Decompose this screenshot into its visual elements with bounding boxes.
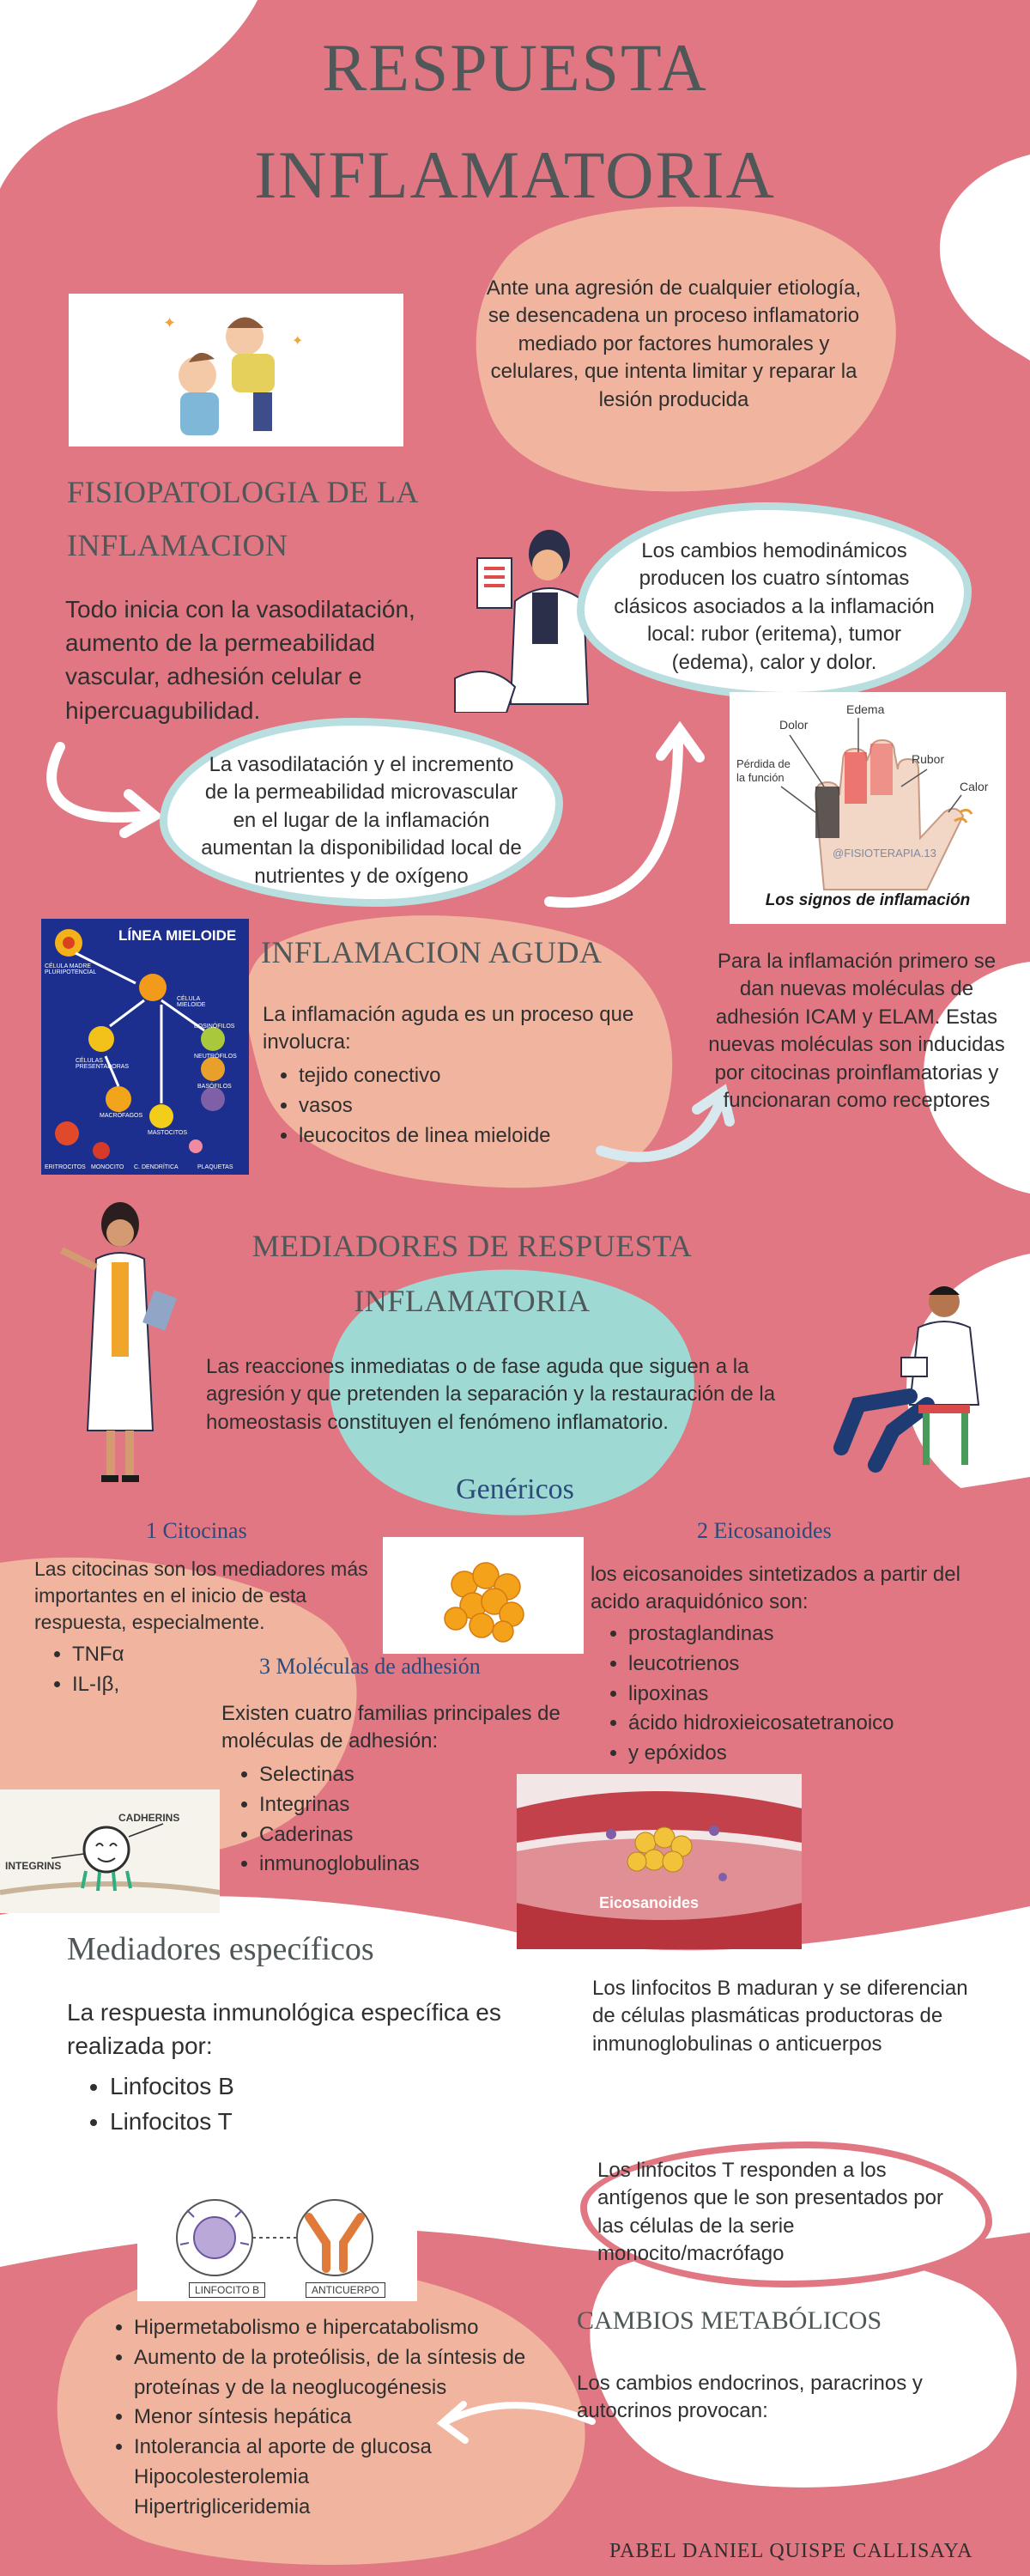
mieloide-label-9: MONOCITO <box>91 1164 124 1170</box>
signos-caption: Los signos de inflamación <box>765 891 971 909</box>
mieloide-title: LÍNEA MIELOIDE <box>118 927 237 944</box>
adhesion-molecules-image <box>0 1789 220 1913</box>
signos-watermark: @FISIOTERAPIA.13 <box>833 847 936 860</box>
cloud-linfocitos-b-text: Los linfocitos B maduran y se diferencian de células plasmáticas productoras de inmunoglobulinas o anticuerpos <box>592 1977 968 2056</box>
linfocito-anticuerpo-image <box>137 2191 417 2301</box>
label-perdida-line1: Pérdida de <box>736 757 791 770</box>
label-linfocito-b: LINFOCITO B <box>189 2282 265 2298</box>
adhesion-item: • Selectinas <box>259 1760 420 1790</box>
label-integrins: INTEGRINS <box>5 1860 62 1872</box>
mieloide-label-8: ERITROCITOS <box>45 1164 86 1170</box>
adhesion-item: • inmunoglobulinas <box>259 1850 420 1880</box>
label-calor: Calor <box>960 780 989 793</box>
metabolicos-list <box>96 2313 580 2523</box>
metabolicos-item: • Menor síntesis hepática <box>134 2403 580 2433</box>
mieloide-label-11: PLAQUETAS <box>197 1164 233 1170</box>
especificos-list <box>72 2069 234 2139</box>
title-line1: RESPUESTA <box>322 30 708 105</box>
signos-inflamacion-image <box>730 692 1006 924</box>
cloud-hemodinamicos-text: Los cambios hemodinámicos producen los cuatro síntomas clásicos asociados a la inflamación local: rubor (eritema), tumor (edema), calor y dolor. <box>614 539 935 674</box>
mediadores-title-line2: INFLAMATORIA <box>354 1284 591 1318</box>
citocinas-item: • IL-Iβ, <box>72 1670 124 1700</box>
mediadores-body: Las reacciones inmediatas o de fase aguda que siguen a la agresión y que pretenden la separación y la restauración de la homeostasis constituyen el fenómeno inflamatorio. <box>206 1355 776 1434</box>
svg-text:✦: ✦ <box>163 314 177 331</box>
especificos-item: • Linfocitos B <box>110 2069 234 2105</box>
eicosanoides-item: • leucotrienos <box>628 1649 894 1680</box>
mieloide-label-7: MASTOCITOS <box>148 1130 188 1136</box>
metabolicos-item: Hipocolesterolemia <box>134 2464 310 2488</box>
aguda-body: La inflamación aguda es un proceso que involucra: <box>263 1003 634 1054</box>
citocinas-list <box>34 1640 124 1700</box>
metabolicos-body: Los cambios endocrinos, paracrinos y autocrinos provocan: <box>577 2372 923 2423</box>
mieloide-label-6: MACRÓFAGOS <box>100 1113 143 1119</box>
metabolicos-item: • Hipermetabolismo e hipercatabolismo <box>134 2313 580 2343</box>
aguda-title: INFLAMACION AGUDA <box>261 935 603 969</box>
cloud-hemodinamicos <box>577 502 972 700</box>
aguda-list <box>261 1061 694 1151</box>
eicosanoides-image <box>517 1774 802 1949</box>
aguda-item: • tejido conectivo <box>299 1061 694 1091</box>
especificos-body: La respuesta inmunológica específica es realizada por: <box>67 1999 501 2060</box>
adhesion-list <box>221 1760 420 1880</box>
label-cadherins: CADHERINS <box>118 1812 180 1824</box>
genericos-title: Genéricos <box>456 1473 574 1505</box>
fisiopatologia-body: Todo inicia con la vasodilatación, aumento de la permeabilidad vascular, adhesión celular e hipercuagubilidad. <box>65 596 415 724</box>
citocinas-title: 1 Citocinas <box>146 1518 247 1543</box>
especificos-title: Mediadores específicos <box>67 1931 374 1967</box>
mieloide-label-1: CÉLULA MIELOIDE <box>177 996 206 1008</box>
doctor-sitting-illustration <box>824 1276 1004 1473</box>
mieloide-label-4: NEUTRÓFILOS <box>194 1054 237 1060</box>
mieloide-label-10: C. DENDRÍTICA <box>134 1164 179 1170</box>
mieloide-label-5: BASÓFILOS <box>197 1084 232 1090</box>
svg-text:✦: ✦ <box>292 334 304 349</box>
metabolicos-item: • Intolerancia al aporte de glucosa <box>134 2433 580 2463</box>
cloud-linfocitos-t-text: Los linfocitos T responden a los antígenos que le son presentados por las células de la serie monocito/macrófago <box>597 2159 943 2266</box>
linea-mieloide-image <box>41 919 249 1175</box>
cloud-vasodilatacion-text: La vasodilatación y el incremento de la permeabilidad microvascular en el lugar de la inflamación aumentan la disponibilidad local de nutrientes y de oxígeno <box>201 753 522 888</box>
citocinas-item: • TNFα <box>72 1640 124 1670</box>
adhesion-item: • Integrinas <box>259 1790 420 1820</box>
fisiopatologia-title-line1: FISIOPATOLOGIA DE LA <box>67 475 420 509</box>
label-edema: Edema <box>846 702 885 716</box>
label-anticuerpo: ANTICUERPO <box>306 2282 385 2298</box>
eicosanoides-item: • lipoxinas <box>628 1680 894 1710</box>
eicosanoides-item: • ácido hidroxieicosatetranoico <box>628 1709 894 1739</box>
intro-text: Ante una agresión de cualquier etiología, se desencadena un proceso inflamatorio mediado por factores humorales y celulares, que intenta limitar y reparar la lesión producida <box>486 276 862 411</box>
cytokine-cluster-image <box>383 1537 584 1654</box>
mieloide-label-3: EOSINÓFILOS <box>194 1024 235 1030</box>
metabolicos-item: Hipertrigliceridemia <box>134 2494 311 2518</box>
especificos-item: • Linfocitos T <box>110 2105 234 2140</box>
metabolicos-title: CAMBIOS METABÓLICOS <box>577 2306 882 2335</box>
eicosanoides-title: 2 Eicosanoides <box>697 1518 832 1543</box>
mediadores-title-line1: MEDIADORES DE RESPUESTA <box>251 1229 693 1263</box>
mieloide-label-0: CÉLULA MADRE PLURIPOTENCIAL <box>45 963 97 975</box>
label-rubor: Rubor <box>912 752 945 766</box>
aguda-side-text: Para la inflamación primero se dan nuevas moléculas de adhesión ICAM y ELAM. Estas nuevas moléculas son inducidas por citocinas proinflamatorias y funcionaran como receptores <box>708 950 1005 1112</box>
fighting-kids-image <box>69 294 403 447</box>
adhesion-body: Existen cuatro familias principales de moléculas de adhesión: <box>221 1702 560 1753</box>
eicosanoides-item: • y epóxidos <box>628 1739 894 1769</box>
citocinas-body: Las citocinas son los mediadores más importantes en el inicio de esta respuesta, especialmente. <box>34 1558 368 1634</box>
aguda-item: • leucocitos de linea mieloide <box>299 1121 694 1151</box>
eicosanoides-image-label: Eicosanoides <box>599 1894 700 1911</box>
eicosanoides-item: • prostaglandinas <box>628 1619 894 1649</box>
doctor-woman-illustration <box>53 1199 182 1491</box>
title-line2: INFLAMATORIA <box>254 137 776 212</box>
eicosanoides-list <box>591 1619 894 1769</box>
adhesion-title: 3 Moléculas de adhesión <box>259 1654 481 1679</box>
eicosanoides-body: los eicosanoides sintetizados a partir del acido araquidónico son: <box>591 1563 960 1614</box>
label-dolor: Dolor <box>779 718 809 732</box>
mieloide-label-2: CÉLULAS PRESENTADORAS <box>76 1058 130 1070</box>
adhesion-item: • Caderinas <box>259 1820 420 1850</box>
fisiopatologia-title-line2: INFLAMACION <box>67 528 288 562</box>
cloud-vasodilatacion <box>160 718 563 907</box>
footer-author: PABEL DANIEL QUISPE CALLISAYA <box>609 2540 973 2562</box>
aguda-item: • vasos <box>299 1091 694 1121</box>
metabolicos-item: • Aumento de la proteólisis, de la síntesis de proteínas y de la neoglucogénesis <box>134 2343 580 2403</box>
label-perdida-line2: la función <box>736 771 785 784</box>
